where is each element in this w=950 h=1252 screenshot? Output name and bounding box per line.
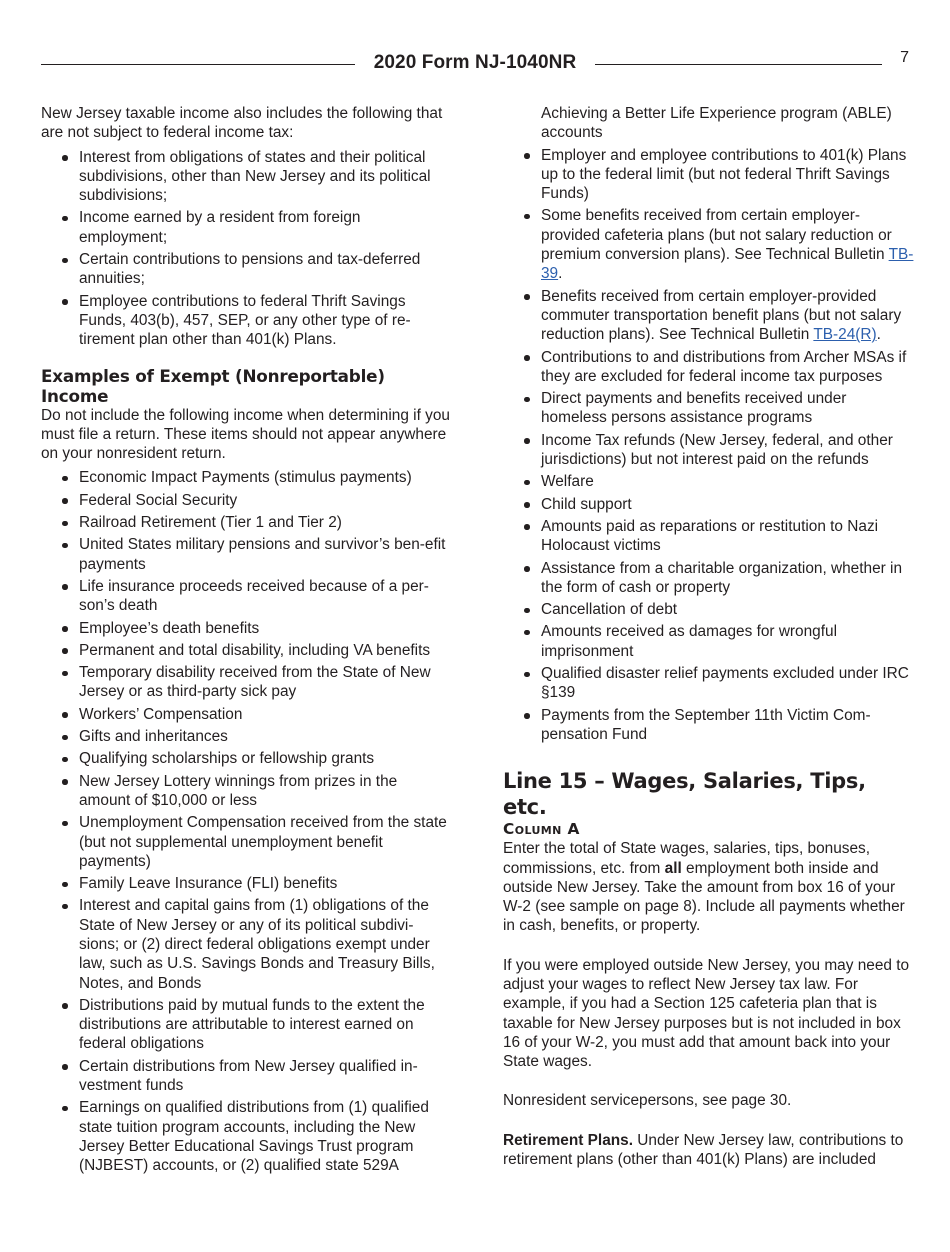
list-item-text: Child support	[541, 495, 632, 513]
list-item: Qualifying scholarships or fellowship grants	[41, 749, 451, 768]
list-item: Employee’s death benefits	[41, 619, 451, 638]
right-column	[503, 104, 915, 1169]
list-item: Life insurance proceeds received because of a per-son’s death	[41, 577, 451, 616]
list-item: Interest and capital gains from (1) obligations of the State of New Jersey or any of its political subdivi-sions; or (2) direct federal obligations exempt under law, such as U.S. Savings Bonds and Treasury Bills, Notes, and Bonds	[41, 896, 451, 992]
list-item: Earnings on qualified distributions from (1) qualified state tuition program accounts, including the New Jersey Better Educational Savings Trust program (NJBEST) accounts, or (2) qualified state 529A	[41, 1098, 451, 1175]
list-item-continued: Achieving a Better Life Experience program (ABLE) accounts	[541, 105, 892, 142]
wages-paragraph	[503, 839, 915, 935]
technical-bulletin-link[interactable]: TB-24(R)	[813, 326, 877, 344]
list-item	[503, 389, 915, 428]
line15-heading: Line 15 – Wages, Salaries, Tips, etc.	[503, 769, 866, 820]
taxable-income-list	[41, 148, 451, 350]
header-rule-left	[41, 64, 355, 65]
exempt-income-list-continued	[503, 104, 915, 744]
list-item-text: Amounts received as damages for wrongful imprisonment	[541, 623, 837, 660]
list-item	[503, 706, 915, 745]
list-item: Certain distributions from New Jersey qualified in-vestment funds	[41, 1057, 451, 1096]
list-item-text: Qualified disaster relief payments excluded under IRC §139	[541, 665, 909, 702]
list-item-punct: .	[876, 326, 881, 344]
column-a-label: Column A	[503, 820, 580, 839]
list-item-text: Employer and employee contributions to 401(k) Plans up to the federal limit (but not federal Thrift Savings Funds)	[541, 146, 907, 203]
retirement-plans-text: Under New Jersey law, contributions to retirement plans (other than 401(k) Plans) are included	[503, 1131, 904, 1169]
technical-bulletin-link[interactable]: TB-39	[541, 246, 914, 283]
list-item-text: Income Tax refunds (New Jersey, federal, and other jurisdictions) but not interest paid on the refunds	[541, 431, 893, 469]
servicepersons-paragraph: Nonresident servicepersons, see page 30.	[503, 1092, 792, 1110]
header-rule-right	[595, 64, 882, 65]
list-item-text: Cancellation of debt	[541, 601, 678, 619]
list-item: New Jersey Lottery winnings from prizes in the amount of $10,000 or less	[41, 772, 451, 811]
list-item: United States military pensions and survivor’s ben-efit payments	[41, 535, 451, 574]
list-item	[503, 622, 915, 661]
list-item-text: Direct payments and benefits received under homeless persons assistance programs	[541, 390, 847, 427]
list-item: Economic Impact Payments (stimulus payments)	[41, 468, 451, 487]
list-item	[503, 431, 915, 470]
list-item	[503, 559, 915, 598]
form-title: 2020 Form NJ-1040NR	[373, 52, 577, 73]
list-item: Unemployment Compensation received from the state (but not supplemental unemployment benefit payments)	[41, 813, 451, 871]
list-item	[503, 664, 915, 703]
page-header	[41, 50, 909, 78]
list-item	[503, 517, 915, 556]
list-item-text: Amounts paid as reparations or restitution to Nazi Holocaust victims	[541, 517, 879, 555]
list-item: Railroad Retirement (Tier 1 and Tier 2)	[41, 513, 451, 532]
list-item-text: Welfare	[541, 473, 594, 491]
list-item: Federal Social Security	[41, 491, 451, 510]
list-item-text: Some benefits received from certain employer-provided cafeteria plans (but not salary reduction or premium conversion plans). See Technical Bulletin	[541, 207, 892, 264]
retirement-plans-label: Retirement Plans.	[503, 1131, 634, 1149]
wages-text-2: employment both inside and outside New Jersey. Take the amount from box 16 of your W-2 (see sample on page 8). Include all payments whether in cash, benefits, or property.	[503, 859, 905, 935]
list-item	[503, 206, 915, 283]
list-item	[503, 472, 915, 491]
list-item-punct: .	[558, 265, 563, 283]
list-item: Workers’ Compensation	[41, 705, 451, 724]
left-column	[41, 104, 451, 1179]
list-item: Income earned by a resident from foreign employment;	[41, 208, 451, 247]
list-item: Interest from obligations of states and their political subdivisions, other than New Jersey and its political subdivisions;	[41, 148, 451, 206]
list-item: Employee contributions to federal Thrift Savings Funds, 403(b), 457, SEP, or any other type of re-tirement plan other than 401(k) Plans.	[41, 292, 451, 350]
list-item	[503, 348, 915, 387]
list-item	[503, 600, 915, 619]
list-item: Gifts and inheritances	[41, 727, 451, 746]
exempt-intro: Do not include the following income when determining if you must file a return. These items should not appear anywhere on your nonresident return.	[41, 406, 450, 463]
taxable-intro: New Jersey taxable income also includes the following that are not subject to federal income tax:	[41, 105, 443, 142]
list-item	[503, 287, 915, 345]
exempt-income-list	[41, 468, 451, 1175]
page-number: 7	[900, 49, 909, 66]
list-item-text: Benefits received from certain employer-provided commuter transportation benefit plans (but not salary reduction plans). See Technical Bulletin	[541, 287, 902, 344]
wages-text-1: Enter the total of State wages, salaries, tips, bonuses, commissions, etc. from	[503, 840, 871, 877]
list-item-text: Assistance from a charitable organization, whether in the form of cash or property	[541, 559, 903, 596]
retirement-plans-paragraph	[503, 1131, 915, 1170]
list-item	[503, 146, 915, 204]
list-item-text: Payments from the September 11th Victim Com-pensation Fund	[541, 706, 871, 743]
list-item: Distributions paid by mutual funds to the extent the distributions are attributable to interest earned on federal obligations	[41, 996, 451, 1054]
list-item: Temporary disability received from the State of New Jersey or as third-party sick pay	[41, 663, 451, 702]
list-item-text: Contributions to and distributions from Archer MSAs if they are excluded for federal income tax purposes	[541, 348, 907, 385]
exempt-income-heading: Examples of Exempt (Nonreportable) Income	[41, 365, 385, 406]
list-item	[503, 495, 915, 514]
outside-nj-paragraph: If you were employed outside New Jersey, you may need to adjust your wages to reflect New Jersey tax law. For example, if you had a Section 125 cafeteria plan that is taxable for New Jersey purposes but is not included in box 16 of your W-2, you must add that amount back into your State wages.	[503, 956, 910, 1071]
wages-text-bold: all	[664, 859, 682, 877]
list-item: Family Leave Insurance (FLI) benefits	[41, 874, 451, 893]
list-item: Certain contributions to pensions and tax-deferred annuities;	[41, 250, 451, 289]
list-item: Permanent and total disability, including VA benefits	[41, 641, 451, 660]
